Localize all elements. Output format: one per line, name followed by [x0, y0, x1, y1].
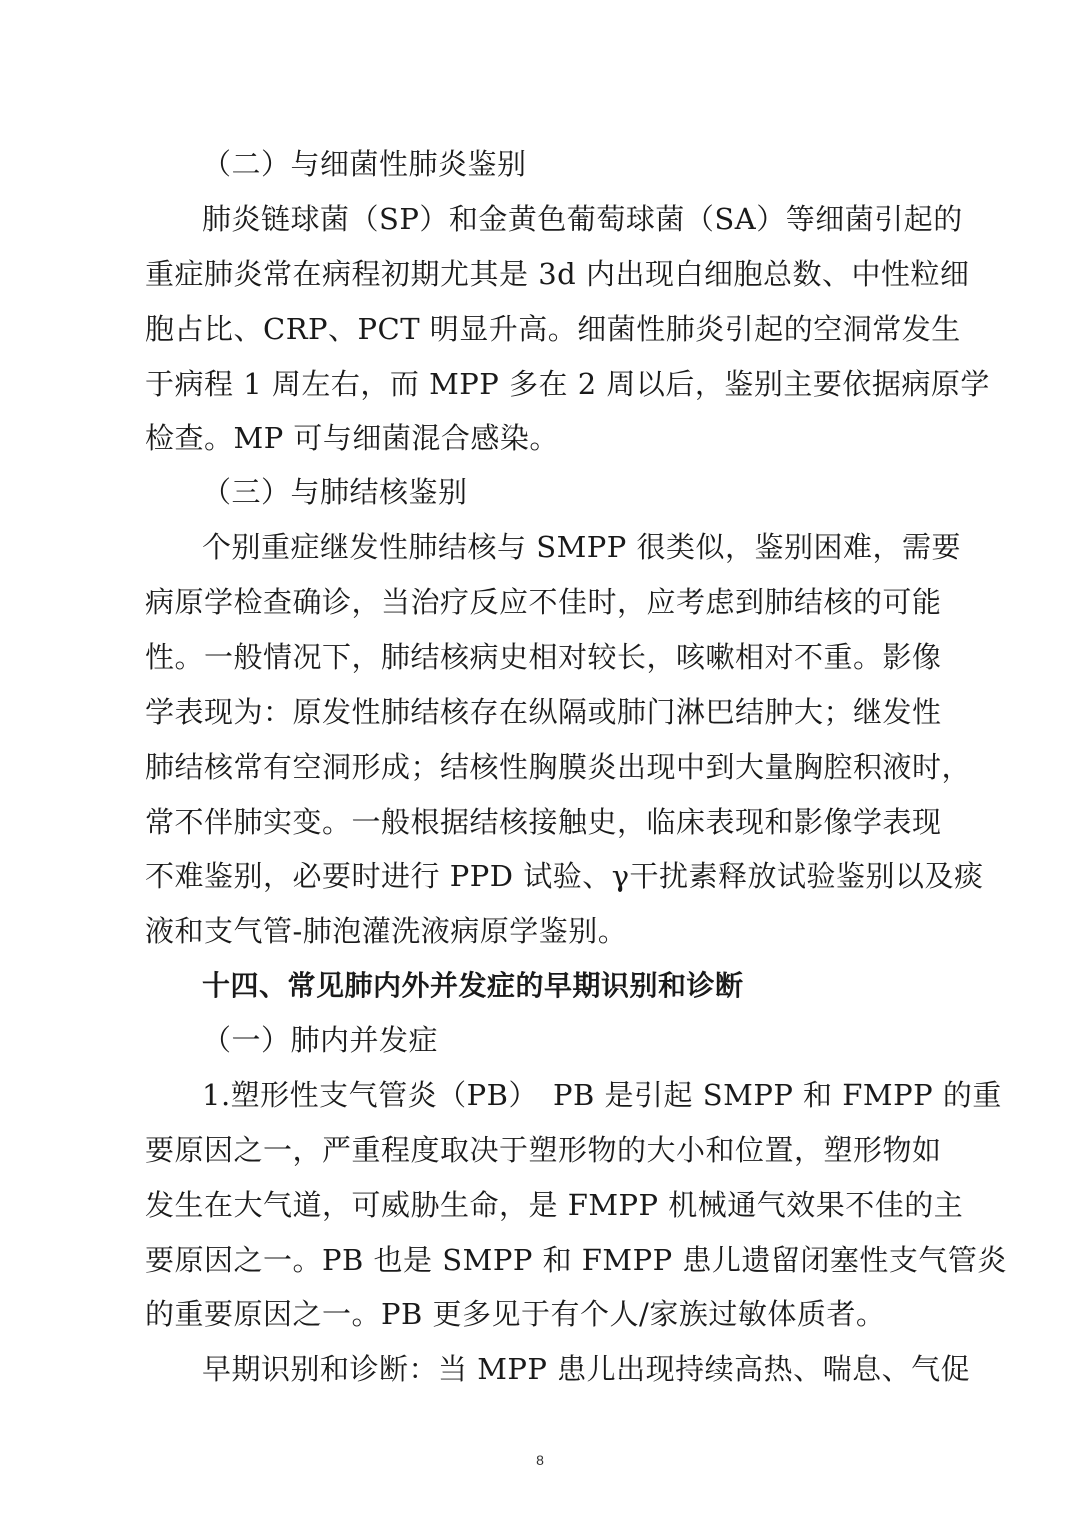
paragraph-line: 的重要原因之一。PB 更多见于有个人/家族过敏体质者。 [145, 1297, 886, 1331]
paragraph-line: 液和支气管-肺泡灌洗液病原学鉴别。 [145, 914, 628, 948]
paragraph-line: 个别重症继发性肺结核与 SMPP 很类似，鉴别困难，需要 [202, 530, 962, 564]
paragraph-line: 要原因之一，严重程度取决于塑形物的大小和位置，塑形物如 [145, 1133, 942, 1167]
paragraph-line: 发生在大气道，可威胁生命，是 FMPP 机械通气效果不佳的主 [145, 1188, 964, 1222]
paragraph-line: 重症肺炎常在病程初期尤其是 3d 内出现白细胞总数、中性粒细 [145, 257, 970, 291]
paragraph-line: 性。一般情况下，肺结核病史相对较长，咳嗽相对不重。影像 [145, 640, 942, 674]
section-heading-tuberculosis: （三）与肺结核鉴别 [202, 475, 468, 509]
paragraph-line: 检查。MP 可与细菌混合感染。 [145, 421, 559, 455]
paragraph-line: 肺结核常有空洞形成；结核性胸膜炎出现中到大量胸腔积液时， [145, 750, 972, 784]
paragraph-line: 1.塑形性支气管炎（PB） PB 是引起 SMPP 和 FMPP 的重 [202, 1078, 1002, 1112]
paragraph-line: 常不伴肺实变。一般根据结核接触史，临床表现和影像学表现 [145, 805, 942, 839]
section-heading-bacterial-pneumonia: （二）与细菌性肺炎鉴别 [202, 147, 527, 181]
chapter-heading-complications: 十四、常见肺内外并发症的早期识别和诊断 [202, 969, 744, 1002]
page-number: 8 [536, 1452, 544, 1468]
paragraph-line: 胞占比、CRP、PCT 明显升高。细菌性肺炎引起的空洞常发生 [145, 312, 961, 346]
paragraph-line: 于病程 1 周左右，而 MPP 多在 2 周以后，鉴别主要依据病原学 [145, 367, 990, 401]
paragraph-line: 要原因之一。PB 也是 SMPP 和 FMPP 患儿遗留闭塞性支气管炎 [145, 1243, 1007, 1277]
paragraph-line: 不难鉴别，必要时进行 PPD 试验、γ干扰素释放试验鉴别以及痰 [145, 859, 984, 893]
paragraph-line: 病原学检查确诊，当治疗反应不佳时，应考虑到肺结核的可能 [145, 585, 942, 619]
section-heading-pulmonary-complications: （一）肺内并发症 [202, 1023, 439, 1057]
paragraph-line: 学表现为：原发性肺结核存在纵隔或肺门淋巴结肿大；继发性 [145, 695, 942, 729]
paragraph-line: 肺炎链球菌（SP）和金黄色葡萄球菌（SA）等细菌引起的 [202, 202, 963, 236]
paragraph-line: 早期识别和诊断：当 MPP 患儿出现持续高热、喘息、气促 [202, 1352, 971, 1386]
